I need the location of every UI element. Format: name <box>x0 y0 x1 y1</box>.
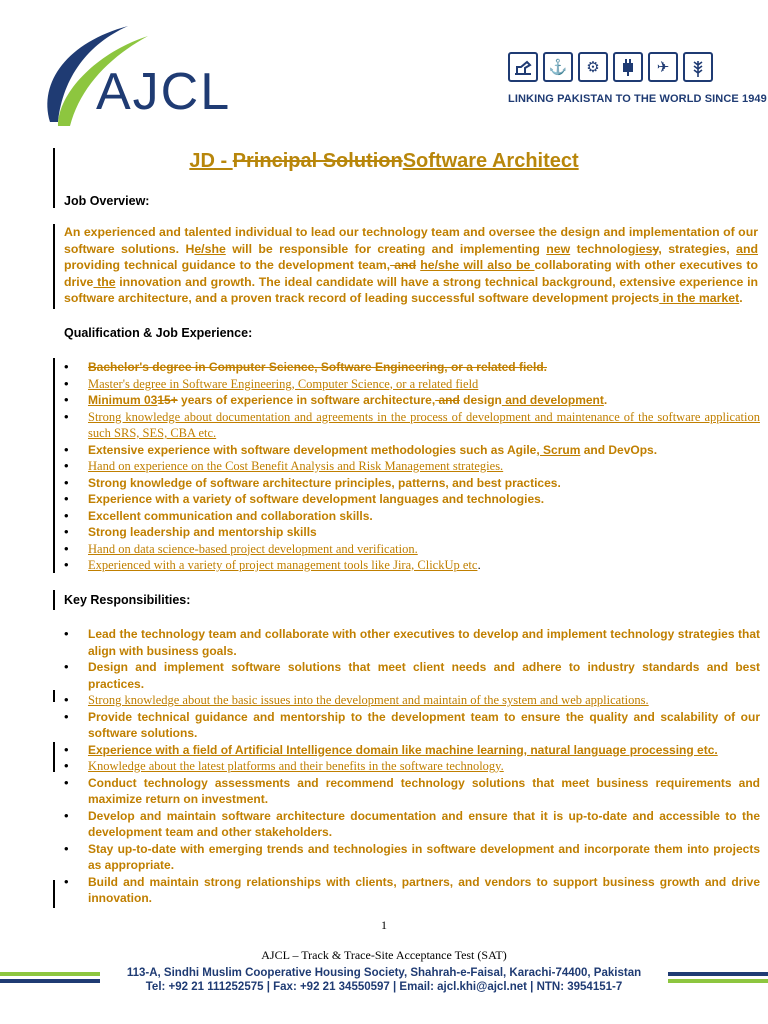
footer-address-block <box>0 966 768 994</box>
power-plug-icon <box>613 52 643 82</box>
change-bar <box>53 880 55 908</box>
logo-text: AJCL <box>96 63 232 121</box>
responsibilities-list <box>64 626 760 907</box>
list-item: • Provide technical guidance and mentorship to the development team to ensure the quality and scalability of our software solutions. <box>64 709 760 742</box>
footer-address: 113-A, Sindhi Muslim Cooperative Housing Society, Shahrah-e-Faisal, Karachi-74400, Pakistan <box>126 967 642 979</box>
qualifications-list <box>64 359 760 574</box>
list-item: • Excellent communication and collaboration skills. <box>64 508 760 525</box>
list-item: • Knowledge about the latest platforms and their benefits in the software technology. <box>64 758 760 775</box>
document-title <box>0 150 768 173</box>
change-bar <box>53 590 55 610</box>
letterhead <box>0 0 768 140</box>
title-prefix: JD - <box>189 150 233 172</box>
qualifications-heading: Qualification & Job Experience: <box>64 326 253 340</box>
overview-heading: Job Overview: <box>64 194 150 208</box>
list-item: • Strong knowledge about the basic issues into the development and maintain of the system and web applications. <box>64 692 760 709</box>
list-item: • Hand on data science-based project development and verification. <box>64 541 760 558</box>
page-number: 1 <box>381 918 387 932</box>
change-bar <box>53 690 55 702</box>
overview-paragraph: An experienced and talented individual to lead our technology team and oversee the design and implementation of our software solutions. He/she will be responsible for creating and implementing new technologiesy, strategies, and providing technical guidance to the development team, and he/she will also be collaborating with other executives to drive the innovation and growth. The ideal candidate will have a strong technical background, extensive experience in software architecture, and a proven track record of leading successful software development projects in the market. <box>64 225 759 305</box>
list-item: • Develop and maintain software architecture documentation and ensure that it is up-to-date and accessible to the development team and other stakeholders. <box>64 808 760 841</box>
footer-document-line: AJCL – Track & Trace-Site Acceptance Test (SAT) <box>261 948 507 962</box>
list-item: • Strong knowledge of software architecture principles, patterns, and best practices. <box>64 475 760 492</box>
list-item: • Strong knowledge about documentation and agreements in the process of development and maintenance of the software application such SRS, SES, CBA etc. <box>64 409 760 442</box>
responsibilities-heading: Key Responsibilities: <box>64 593 191 607</box>
list-item: • Conduct technology assessments and recommend technology solutions that meet business requirements and maximize return on investment. <box>64 775 760 808</box>
list-item: • Experience with a variety of software development languages and technologies. <box>64 491 760 508</box>
list-item: • Extensive experience with software development methodologies such as Agile, Scrum and DevOps. <box>64 442 760 459</box>
list-item: • Build and maintain strong relationships with clients, partners, and vendors to support business growth and drive innovation. <box>64 874 760 907</box>
gears-icon: ⚙ <box>578 52 608 82</box>
airplane-icon: ✈ <box>648 52 678 82</box>
business-icons <box>508 52 713 82</box>
change-bar <box>53 742 55 772</box>
list-item: • Bachelor's degree in Computer Science, Software Engineering, or a related field. <box>64 359 760 376</box>
footer-contact: Tel: +92 21 111252575 | Fax: +92 21 34550597 | Email: ajcl.khi@ajcl.net | NTN: 3954151-7 <box>145 981 623 993</box>
list-item: • Experience with a field of Artificial Intelligence domain like machine learning, natural language processing etc. <box>64 742 760 759</box>
company-tagline: LINKING PAKISTAN TO THE WORLD SINCE 1949 <box>508 93 767 105</box>
anchor-icon: ⚓ <box>543 52 573 82</box>
list-item: • Stay up-to-date with emerging trends and technologies in software development and incorporate them into projects as appropriate. <box>64 841 760 874</box>
change-bar <box>53 224 55 309</box>
list-item: • Hand on experience on the Cost Benefit Analysis and Risk Management strategies. <box>64 458 760 475</box>
title-deleted: Principal Solution <box>232 150 403 172</box>
list-item: • Design and implement software solutions that meet client needs and adhere to industry standards and best practices. <box>64 659 760 692</box>
change-bar <box>53 358 55 573</box>
list-item: • Experienced with a variety of project management tools like Jira, ClickUp etc. <box>64 557 760 574</box>
list-item: • Master's degree in Software Engineering, Computer Science, or a related field <box>64 376 760 393</box>
oil-pump-icon <box>508 52 538 82</box>
wheat-icon <box>683 52 713 82</box>
list-item: • Minimum 0315+ years of experience in software architecture, and design and development. <box>64 392 760 409</box>
list-item: • Strong leadership and mentorship skills <box>64 524 760 541</box>
title-main: Software Architect <box>402 150 579 172</box>
list-item: • Lead the technology team and collaborate with other executives to develop and implement technology strategies that align with business goals. <box>64 626 760 659</box>
